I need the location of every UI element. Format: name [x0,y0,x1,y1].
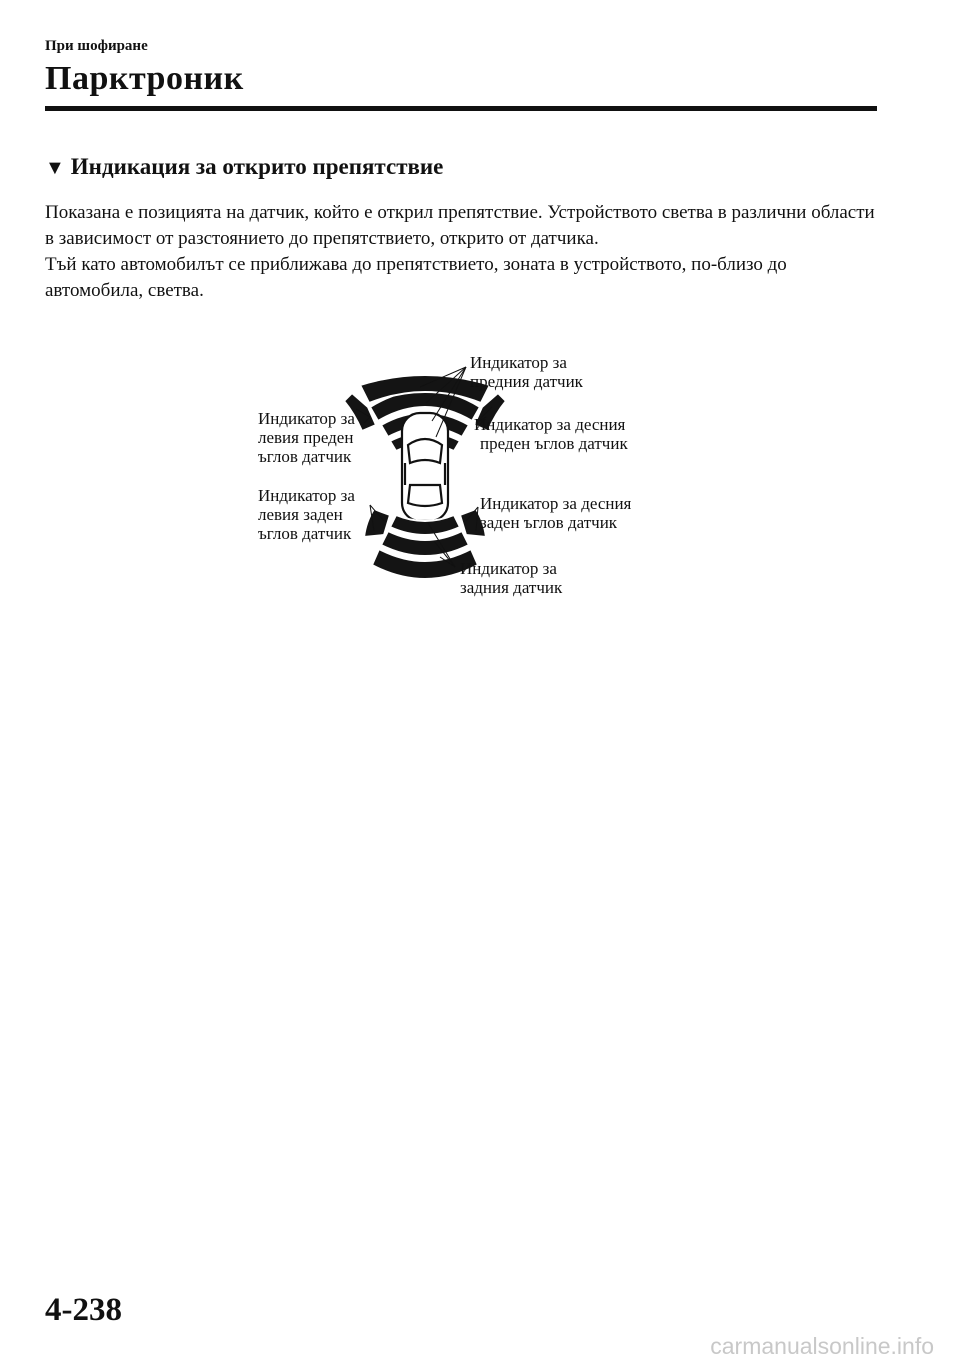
label-front-right-corner-sensor [474,415,628,453]
page-number: 4-238 [45,1292,122,1328]
label-line: Индикатор за [470,353,567,372]
paragraph: Показана е позицията на датчик, който е открил препятствие. Устройството светва в различни области в зависимост от разстоянието до препятствието, открито от датчика. [45,202,875,249]
label-line: задния датчик [460,578,563,597]
label-line: Индикатор за десния [480,494,632,513]
label-line: Индикатор за десния [474,415,626,434]
label-line: заден ъглов датчик [480,513,618,532]
label-line: ъглов датчик [258,524,352,543]
label-rear-sensor [460,559,562,597]
car-icon [402,413,448,521]
label-line: левия заден [258,505,343,524]
label-line: Индикатор за [258,486,355,505]
label-rear-left-corner-sensor [258,486,355,543]
section-heading-text: Индикация за открито препятствие [70,154,444,179]
label-line: Индикатор за [460,559,557,578]
triangle-down-icon: ▼ [45,157,65,179]
label-rear-right-corner-sensor [480,494,631,532]
section-heading [45,154,443,180]
label-line: ъглов датчик [258,447,352,466]
watermark: carmanualsonline.info [710,1333,934,1359]
parking-sensor-diagram [240,345,680,600]
paragraph: Тъй като автомобилът се приближава до препятствието, зоната в устройството, по-близо до автомобила, светва. [45,254,787,301]
label-line: левия преден [258,428,354,447]
title-rule [45,106,877,111]
label-line: преден ъглов датчик [480,434,628,453]
label-front-sensor [470,353,583,391]
label-line: предния датчик [470,372,583,391]
body-text [45,200,885,304]
breadcrumb: При шофиране [45,38,148,54]
label-front-left-corner-sensor [258,409,355,466]
page-title: Парктроник [45,60,244,97]
label-line: Индикатор за [258,409,355,428]
